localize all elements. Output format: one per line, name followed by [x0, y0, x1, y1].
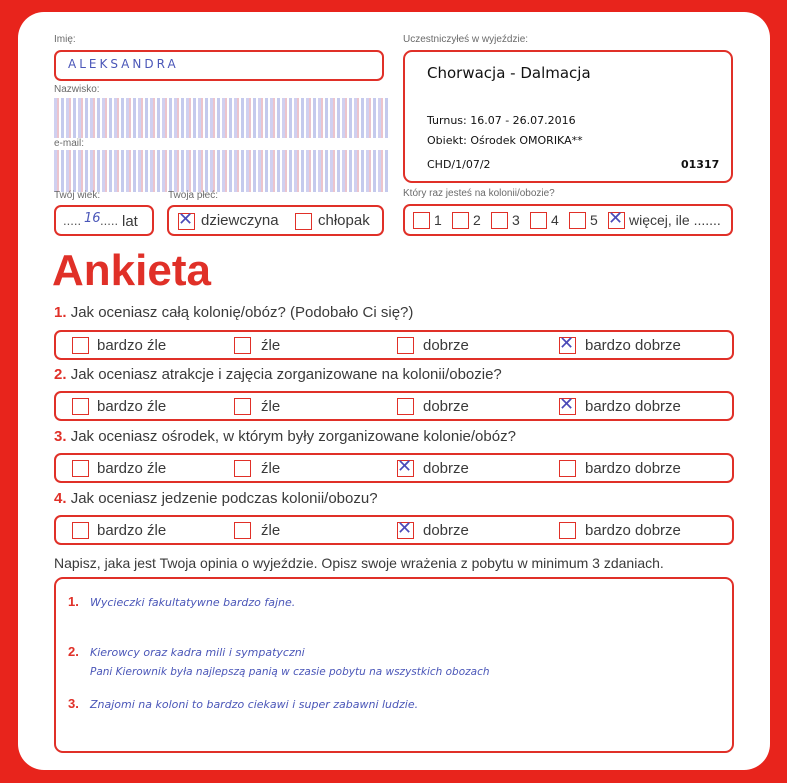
- times-option-5: 5: [590, 212, 598, 228]
- q4-option-bardzo-zle: bardzo źle: [97, 522, 167, 539]
- q4-checkbox-zle[interactable]: [234, 522, 251, 539]
- opinion-item-3-number: 3.: [68, 696, 79, 711]
- age-value: 16: [84, 211, 101, 226]
- q3-checkbox-bardzo-dobrze[interactable]: [559, 460, 576, 477]
- question-1-answers: [54, 330, 734, 360]
- checkmark-icon: ✕: [178, 209, 194, 230]
- times-option-more: więcej, ile .......: [629, 212, 721, 228]
- age-unit: lat: [122, 213, 138, 230]
- opinion-prompt: Napisz, jaka jest Twoja opinia o wyjeździe. Opisz swoje wrażenia z pobytu w minimum 3 zdaniach.: [54, 555, 664, 571]
- q2-option-bardzo-zle: bardzo źle: [97, 398, 167, 415]
- name-label: Imię:: [54, 34, 76, 45]
- times-label: Który raz jesteś na kolonii/obozie?: [403, 188, 555, 199]
- camp-number: 01317: [681, 158, 720, 171]
- q1-option-bardzo-zle: bardzo źle: [97, 337, 167, 354]
- checkmark-icon: ✕: [397, 456, 413, 477]
- q4-option-zle: źle: [261, 522, 281, 539]
- times-checkbox-3[interactable]: [491, 212, 508, 229]
- opinion-item-2-line-2: Pani Kierownik była najlepszą panią w czasie pobytu na wszystkich obozach: [90, 666, 490, 678]
- name-value: ALEKSANDRA: [68, 57, 179, 71]
- q2-checkbox-zle[interactable]: [234, 398, 251, 415]
- times-option-4: 4: [551, 212, 559, 228]
- gender-checkbox-chlopak[interactable]: [295, 213, 312, 230]
- question-2: 2. Jak oceniasz atrakcje i zajęcia zorganizowane na kolonii/obozie?: [54, 366, 502, 383]
- checkmark-icon: ✕: [397, 518, 413, 539]
- question-3: 3. Jak oceniasz ośrodek, w którym były zorganizowane kolonie/obóz?: [54, 428, 516, 445]
- email-label: e-mail:: [54, 138, 85, 149]
- name-field[interactable]: [54, 50, 384, 81]
- q3-checkbox-bardzo-zle[interactable]: [72, 460, 89, 477]
- q3-option-dobrze: dobrze: [423, 460, 469, 477]
- gender-checkbox-dziewczyna[interactable]: [178, 209, 195, 230]
- email-redacted: [54, 150, 389, 192]
- times-checkbox-more[interactable]: [608, 208, 625, 229]
- q1-option-zle: źle: [261, 337, 281, 354]
- page-title: Ankieta: [52, 246, 211, 295]
- times-checkbox-4[interactable]: [530, 212, 547, 229]
- q4-checkbox-dobrze[interactable]: [397, 518, 414, 539]
- camp-obiekt: Obiekt: Ośrodek OMORIKA**: [427, 134, 583, 147]
- opinion-item-2-line-1: Kierowcy oraz kadra mili i sympatyczni: [90, 646, 305, 659]
- q4-option-dobrze: dobrze: [423, 522, 469, 539]
- q2-option-zle: źle: [261, 398, 281, 415]
- opinion-item-3-line-1: Znajomi na koloni to bardzo ciekawi i super zabawni ludzie.: [90, 698, 419, 711]
- q4-checkbox-bardzo-dobrze[interactable]: [559, 522, 576, 539]
- surname-redacted: [54, 98, 389, 138]
- q4-checkbox-bardzo-zle[interactable]: [72, 522, 89, 539]
- q3-checkbox-zle[interactable]: [234, 460, 251, 477]
- q1-checkbox-dobrze[interactable]: [397, 337, 414, 354]
- q4-option-bardzo-dobrze: bardzo dobrze: [585, 522, 681, 539]
- question-4-answers: [54, 515, 734, 545]
- camp-turnus: Turnus: 16.07 - 26.07.2016: [427, 114, 576, 127]
- question-3-answers: [54, 453, 734, 483]
- question-4: 4. Jak oceniasz jedzenie podczas kolonii/obozu?: [54, 490, 378, 507]
- q1-option-bardzo-dobrze: bardzo dobrze: [585, 337, 681, 354]
- times-field: [403, 204, 733, 236]
- question-2-answers: [54, 391, 734, 421]
- checkmark-icon: ✕: [559, 394, 575, 415]
- q2-option-dobrze: dobrze: [423, 398, 469, 415]
- gender-option-chlopak: chłopak: [318, 212, 370, 229]
- q1-checkbox-bardzo-zle[interactable]: [72, 337, 89, 354]
- checkmark-icon: ✕: [608, 208, 624, 229]
- surname-label: Nazwisko:: [54, 84, 100, 95]
- times-option-2: 2: [473, 212, 481, 228]
- q3-option-zle: źle: [261, 460, 281, 477]
- opinion-item-1-number: 1.: [68, 594, 79, 609]
- q2-checkbox-bardzo-zle[interactable]: [72, 398, 89, 415]
- age-label: Twój wiek:: [54, 190, 101, 201]
- q2-checkbox-dobrze[interactable]: [397, 398, 414, 415]
- times-checkbox-2[interactable]: [452, 212, 469, 229]
- survey-sheet: [18, 12, 770, 770]
- times-option-1: 1: [434, 212, 442, 228]
- q3-option-bardzo-dobrze: bardzo dobrze: [585, 460, 681, 477]
- gender-option-dziewczyna: dziewczyna: [201, 212, 279, 229]
- camp-code: CHD/1/07/2: [427, 158, 491, 171]
- times-checkbox-1[interactable]: [413, 212, 430, 229]
- gender-field: [167, 205, 384, 236]
- opinion-item-1-line-1: Wycieczki fakultatywne bardzo fajne.: [90, 596, 296, 609]
- q1-checkbox-zle[interactable]: [234, 337, 251, 354]
- camp-box: [403, 50, 733, 183]
- camp-title: Chorwacja - Dalmacja: [427, 64, 591, 82]
- q2-option-bardzo-dobrze: bardzo dobrze: [585, 398, 681, 415]
- q2-checkbox-bardzo-dobrze[interactable]: [559, 394, 576, 415]
- checkmark-icon: ✕: [559, 333, 575, 354]
- question-1: 1. Jak oceniasz całą kolonię/obóz? (Podobało Ci się?): [54, 304, 414, 321]
- opinion-item-2-number: 2.: [68, 644, 79, 659]
- times-option-3: 3: [512, 212, 520, 228]
- times-checkbox-5[interactable]: [569, 212, 586, 229]
- age-field[interactable]: ..... 16 ..... lat: [54, 205, 154, 236]
- q1-checkbox-bardzo-dobrze[interactable]: [559, 333, 576, 354]
- q3-checkbox-dobrze[interactable]: [397, 456, 414, 477]
- q3-option-bardzo-zle: bardzo źle: [97, 460, 167, 477]
- gender-label: Twoja płeć:: [168, 190, 219, 201]
- q1-option-dobrze: dobrze: [423, 337, 469, 354]
- camp-label: Uczestniczyłeś w wyjeździe:: [403, 34, 529, 45]
